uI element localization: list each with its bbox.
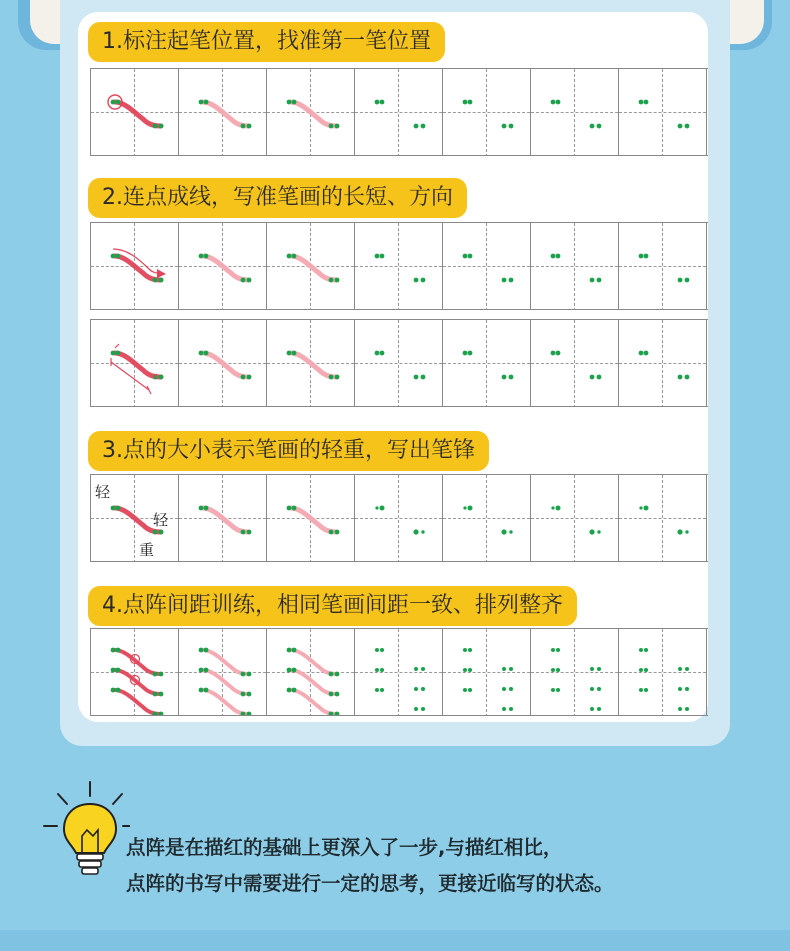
- pen-stroke: [203, 256, 249, 280]
- dot-mark: [551, 254, 556, 259]
- pen-stroke: [115, 353, 161, 377]
- dot-mark: [685, 278, 690, 283]
- dot-mark: [468, 506, 473, 511]
- dot-mark: [199, 351, 204, 356]
- dot-mark: [639, 506, 642, 509]
- dot-mark: [468, 668, 472, 672]
- dot-mark: [509, 278, 514, 283]
- dot-mark: [639, 254, 644, 259]
- dot-mark: [589, 529, 594, 534]
- dot-mark: [116, 648, 121, 653]
- dot-mark: [597, 124, 602, 129]
- grid-cell: [355, 69, 443, 156]
- annotation-light-top: 轻: [95, 483, 111, 501]
- dot-mark: [204, 648, 209, 653]
- dot-mark: [639, 351, 644, 356]
- dot-mark: [685, 707, 689, 711]
- dot-mark: [159, 124, 164, 129]
- dot-mark: [644, 254, 649, 259]
- tip-line-1: 点阵是在描红的基础上更深入了一步,与描红相比，: [126, 836, 563, 859]
- dot-mark: [204, 254, 209, 259]
- dot-mark: [247, 530, 252, 535]
- dot-mark: [247, 692, 252, 697]
- dot-mark: [509, 375, 514, 380]
- dot-mark: [502, 667, 506, 671]
- dot-mark: [590, 375, 595, 380]
- dot-mark: [380, 351, 385, 356]
- dot-mark: [590, 124, 595, 129]
- grid-cell: [443, 69, 531, 156]
- grid-cell: [443, 320, 531, 407]
- dot-mark: [153, 124, 158, 129]
- dot-mark: [380, 100, 385, 105]
- dot-mark: [502, 375, 507, 380]
- dot-mark: [159, 692, 164, 697]
- dot-mark: [380, 506, 385, 511]
- dot-mark: [468, 688, 472, 692]
- dot-mark: [375, 254, 380, 259]
- dot-mark: [644, 668, 648, 672]
- dot-mark: [204, 668, 209, 673]
- dot-mark: [159, 530, 164, 535]
- grid-cell: [179, 69, 267, 156]
- dot-mark: [414, 278, 419, 283]
- grid-cell: [267, 320, 355, 407]
- dot-mark: [590, 707, 594, 711]
- dot-mark: [287, 668, 292, 673]
- dot-mark: [287, 688, 292, 693]
- dot-mark: [199, 506, 204, 511]
- dot-mark: [159, 278, 164, 283]
- dot-mark: [335, 278, 340, 283]
- dot-mark: [639, 688, 643, 692]
- dot-mark: [463, 668, 467, 672]
- dot-mark: [287, 254, 292, 259]
- grid-cell: [619, 320, 707, 407]
- dot-mark: [335, 124, 340, 129]
- dot-mark: [468, 648, 472, 652]
- grid-cell: [531, 320, 619, 407]
- dot-mark: [597, 530, 600, 533]
- dot-mark: [421, 707, 425, 711]
- dot-mark: [556, 648, 560, 652]
- dot-mark: [502, 687, 506, 691]
- dot-mark: [551, 100, 556, 105]
- dot-mark: [421, 124, 426, 129]
- section-title-1: 1.标注起笔位置，找准第一笔位置: [88, 22, 445, 62]
- dot-mark: [111, 351, 116, 356]
- dot-mark: [241, 530, 246, 535]
- dot-mark: [116, 351, 121, 356]
- dot-mark: [199, 100, 204, 105]
- dot-mark: [111, 506, 116, 511]
- dot-mark: [375, 648, 379, 652]
- dot-mark: [421, 278, 426, 283]
- grid-row-4: [90, 474, 708, 562]
- dot-mark: [287, 100, 292, 105]
- dot-mark: [414, 124, 419, 129]
- pen-stroke: [203, 102, 249, 126]
- dot-mark: [463, 351, 468, 356]
- grid-cell: [619, 223, 707, 310]
- dot-mark: [111, 688, 116, 693]
- dot-mark: [678, 375, 683, 380]
- grid-cell: [91, 629, 179, 716]
- dot-mark: [414, 667, 418, 671]
- dot-mark: [329, 692, 334, 697]
- dot-mark: [463, 254, 468, 259]
- dot-mark: [329, 672, 334, 677]
- grid-cell: [355, 629, 443, 716]
- dot-mark: [241, 692, 246, 697]
- grid-cell: [619, 629, 707, 716]
- dot-mark: [204, 351, 209, 356]
- dot-mark: [380, 668, 384, 672]
- dot-mark: [116, 254, 121, 259]
- dot-mark: [639, 668, 643, 672]
- grid-cell: [619, 69, 707, 156]
- grid-cell: [179, 223, 267, 310]
- section-title-4: 4.点阵间距训练，相同笔画间距一致、排列整齐: [88, 586, 577, 626]
- dot-mark: [116, 506, 121, 511]
- dot-mark: [685, 687, 689, 691]
- grid-cell: [443, 223, 531, 310]
- pen-stroke: [291, 102, 337, 126]
- dot-mark: [111, 254, 116, 259]
- dot-mark: [597, 707, 601, 711]
- dot-mark: [463, 506, 466, 509]
- annotation-light-mid: 轻: [153, 511, 169, 529]
- dot-mark: [292, 100, 297, 105]
- dot-mark: [685, 530, 688, 533]
- dot-mark: [644, 688, 648, 692]
- dot-mark: [502, 124, 507, 129]
- grid-cell: [443, 475, 531, 562]
- grid-cell: [531, 223, 619, 310]
- dot-mark: [153, 278, 158, 283]
- grid-cell: [91, 475, 179, 562]
- grid-cell: [267, 475, 355, 562]
- dot-mark: [509, 667, 513, 671]
- dot-mark: [685, 667, 689, 671]
- dot-mark: [597, 278, 602, 283]
- dot-mark: [468, 254, 473, 259]
- dot-mark: [159, 375, 164, 380]
- dot-mark: [590, 667, 594, 671]
- dot-mark: [329, 375, 334, 380]
- dot-mark: [463, 100, 468, 105]
- dot-mark: [199, 648, 204, 653]
- dot-mark: [421, 687, 425, 691]
- grid-cell: [531, 475, 619, 562]
- dot-mark: [241, 124, 246, 129]
- dot-mark: [468, 100, 473, 105]
- dot-mark: [468, 351, 473, 356]
- grid-cell: [91, 223, 179, 310]
- dot-mark: [678, 667, 682, 671]
- dot-mark: [375, 688, 379, 692]
- grid-cell: [267, 69, 355, 156]
- dot-mark: [556, 506, 561, 511]
- dot-mark: [551, 688, 555, 692]
- dot-mark: [159, 672, 164, 677]
- dot-mark: [685, 375, 690, 380]
- grid-cell: [179, 320, 267, 407]
- dot-mark: [329, 278, 334, 283]
- dot-mark: [116, 100, 121, 105]
- dot-mark: [644, 351, 649, 356]
- dot-mark: [551, 668, 555, 672]
- dot-mark: [556, 668, 560, 672]
- dot-mark: [685, 124, 690, 129]
- dot-mark: [463, 688, 467, 692]
- pen-stroke: [203, 353, 249, 377]
- dot-mark: [551, 648, 555, 652]
- dot-mark: [375, 351, 380, 356]
- dot-mark: [509, 707, 513, 711]
- grid-cell: [619, 475, 707, 562]
- dot-mark: [501, 529, 506, 534]
- dot-mark: [639, 100, 644, 105]
- dot-mark: [463, 648, 467, 652]
- pen-stroke: [291, 353, 337, 377]
- dot-mark: [678, 124, 683, 129]
- grid-cell: [355, 223, 443, 310]
- dot-mark: [111, 648, 116, 653]
- grid-cell: [531, 69, 619, 156]
- dot-mark: [153, 672, 158, 677]
- dot-mark: [153, 692, 158, 697]
- dot-mark: [241, 278, 246, 283]
- section-title-2: 2.连点成线，写准笔画的长短、方向: [88, 178, 467, 218]
- annotation-heavy: 重: [139, 541, 155, 559]
- dot-mark: [509, 124, 514, 129]
- dot-mark: [204, 506, 209, 511]
- dot-mark: [335, 530, 340, 535]
- dot-mark: [644, 648, 648, 652]
- grid-cell: [443, 629, 531, 716]
- dot-mark: [199, 254, 204, 259]
- dot-mark: [153, 530, 158, 535]
- pen-stroke: [115, 102, 161, 126]
- dot-mark: [551, 351, 556, 356]
- dot-mark: [287, 648, 292, 653]
- dot-mark: [204, 688, 209, 693]
- dot-mark: [204, 100, 209, 105]
- grid-cell: [355, 475, 443, 562]
- dot-mark: [509, 687, 513, 691]
- pen-stroke: [203, 508, 249, 532]
- grid-row-3: [90, 319, 708, 407]
- dot-mark: [597, 667, 601, 671]
- dot-mark: [116, 688, 121, 693]
- dot-mark: [241, 375, 246, 380]
- dot-mark: [678, 278, 683, 283]
- dot-mark: [421, 530, 424, 533]
- pen-stroke: [291, 256, 337, 280]
- bottom-band: [0, 930, 790, 951]
- dot-mark: [556, 254, 561, 259]
- grid-cell: [267, 629, 355, 716]
- grid-cell: [531, 629, 619, 716]
- tip-line-2: 点阵的书写中需要进行一定的思考，更接近临写的状态。: [126, 872, 614, 895]
- dot-mark: [199, 688, 204, 693]
- grid-row-1: [90, 68, 708, 156]
- dot-mark: [199, 668, 204, 673]
- dot-mark: [502, 278, 507, 283]
- dot-mark: [556, 688, 560, 692]
- dot-mark: [287, 506, 292, 511]
- section-title-3: 3.点的大小表示笔画的轻重，写出笔锋: [88, 431, 489, 471]
- dot-mark: [111, 668, 116, 673]
- dot-mark: [241, 672, 246, 677]
- grid-cell: [267, 223, 355, 310]
- dot-mark: [556, 351, 561, 356]
- dot-mark: [329, 530, 334, 535]
- arrow-head: [157, 269, 166, 278]
- dot-mark: [414, 707, 418, 711]
- dot-mark: [590, 278, 595, 283]
- dot-mark: [375, 668, 379, 672]
- dot-mark: [414, 687, 418, 691]
- dot-mark: [380, 254, 385, 259]
- dot-mark: [292, 351, 297, 356]
- dot-mark: [247, 278, 252, 283]
- dot-mark: [292, 648, 297, 653]
- dot-mark: [380, 648, 384, 652]
- lightbulb-icon: [40, 780, 130, 880]
- dot-mark: [380, 688, 384, 692]
- dot-mark: [677, 529, 682, 534]
- pen-stroke: [291, 508, 337, 532]
- dot-mark: [678, 707, 682, 711]
- grid-cell: [179, 475, 267, 562]
- dot-mark: [292, 688, 297, 693]
- dot-mark: [335, 692, 340, 697]
- dot-mark: [509, 530, 512, 533]
- dot-mark: [597, 375, 602, 380]
- dot-mark: [556, 100, 561, 105]
- grid-cell: [91, 320, 179, 407]
- grid-cell: [179, 629, 267, 716]
- dot-mark: [597, 687, 601, 691]
- dot-mark: [678, 687, 682, 691]
- dot-mark: [413, 529, 418, 534]
- dot-mark: [639, 648, 643, 652]
- dot-mark: [502, 707, 506, 711]
- grid-cell: [91, 69, 179, 156]
- dot-mark: [247, 672, 252, 677]
- dot-mark: [292, 254, 297, 259]
- dot-mark: [414, 375, 419, 380]
- dot-mark: [644, 506, 649, 511]
- dot-mark: [247, 375, 252, 380]
- dot-mark: [335, 672, 340, 677]
- dot-mark: [287, 351, 292, 356]
- dot-mark: [644, 100, 649, 105]
- dot-mark: [375, 506, 378, 509]
- grid-row-5: [90, 628, 708, 716]
- grid-row-2: [90, 222, 708, 310]
- dot-mark: [590, 687, 594, 691]
- dot-mark: [116, 668, 121, 673]
- dot-mark: [329, 124, 334, 129]
- dot-mark: [247, 124, 252, 129]
- dot-mark: [111, 100, 116, 105]
- dot-mark: [421, 375, 426, 380]
- grid-cell: [355, 320, 443, 407]
- dot-mark: [292, 668, 297, 673]
- dot-mark: [421, 667, 425, 671]
- dot-mark: [292, 506, 297, 511]
- dot-mark: [335, 375, 340, 380]
- dot-mark: [375, 100, 380, 105]
- dot-mark: [551, 506, 554, 509]
